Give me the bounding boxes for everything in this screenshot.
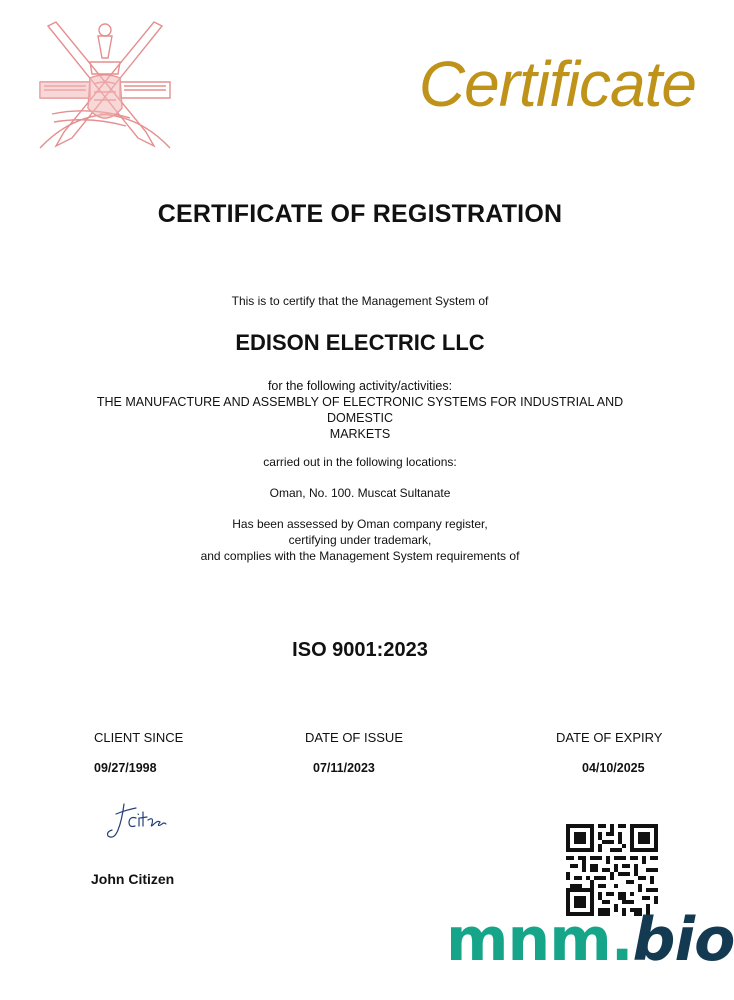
- assessment-block: [0, 516, 720, 564]
- assessment-line-3: and complies with the Management System requirements of: [200, 549, 520, 563]
- activity-lead: for the following activity/activities:: [267, 379, 453, 393]
- brand-watermark: [446, 905, 734, 975]
- assessment-line-1: Has been assessed by Oman company register,: [232, 517, 488, 531]
- brand-part-2: bio: [632, 905, 734, 975]
- date-of-issue-value: 07/11/2023: [313, 761, 375, 775]
- location-address: Oman, No. 100. Muscat Sultanate: [269, 486, 451, 500]
- activity-block: [0, 378, 720, 442]
- date-of-expiry-label: DATE OF EXPIRY: [556, 730, 663, 745]
- qr-code-icon: [566, 824, 658, 916]
- activity-line-2: DOMESTIC: [327, 411, 393, 425]
- assessment-line-2: certifying under trademark,: [288, 533, 432, 547]
- activity-line-3: MARKETS: [329, 427, 391, 441]
- activity-line-1: THE MANUFACTURE AND ASSEMBLY OF ELECTRONIC SYSTEMS FOR INDUSTRIAL AND: [96, 395, 624, 409]
- company-name: EDISON ELECTRIC LLC: [235, 330, 485, 355]
- client-since-label: CLIENT SINCE: [94, 730, 184, 745]
- certificate-heading: Certificate: [418, 48, 696, 120]
- client-since-value: 09/27/1998: [94, 761, 157, 775]
- page-title: CERTIFICATE OF REGISTRATION: [157, 200, 563, 228]
- signer-name: John Citizen: [91, 871, 175, 887]
- signature-icon: [102, 800, 172, 846]
- iso-standard: ISO 9001:2023: [292, 639, 428, 661]
- locations-lead: carried out in the following locations:: [263, 455, 457, 469]
- date-of-issue-label: DATE OF ISSUE: [305, 730, 403, 745]
- date-of-expiry-value: 04/10/2025: [582, 761, 645, 775]
- intro-text: This is to certify that the Management System of: [231, 294, 489, 308]
- oman-emblem-icon: [30, 18, 180, 163]
- brand-part-1: mnm.: [446, 905, 633, 975]
